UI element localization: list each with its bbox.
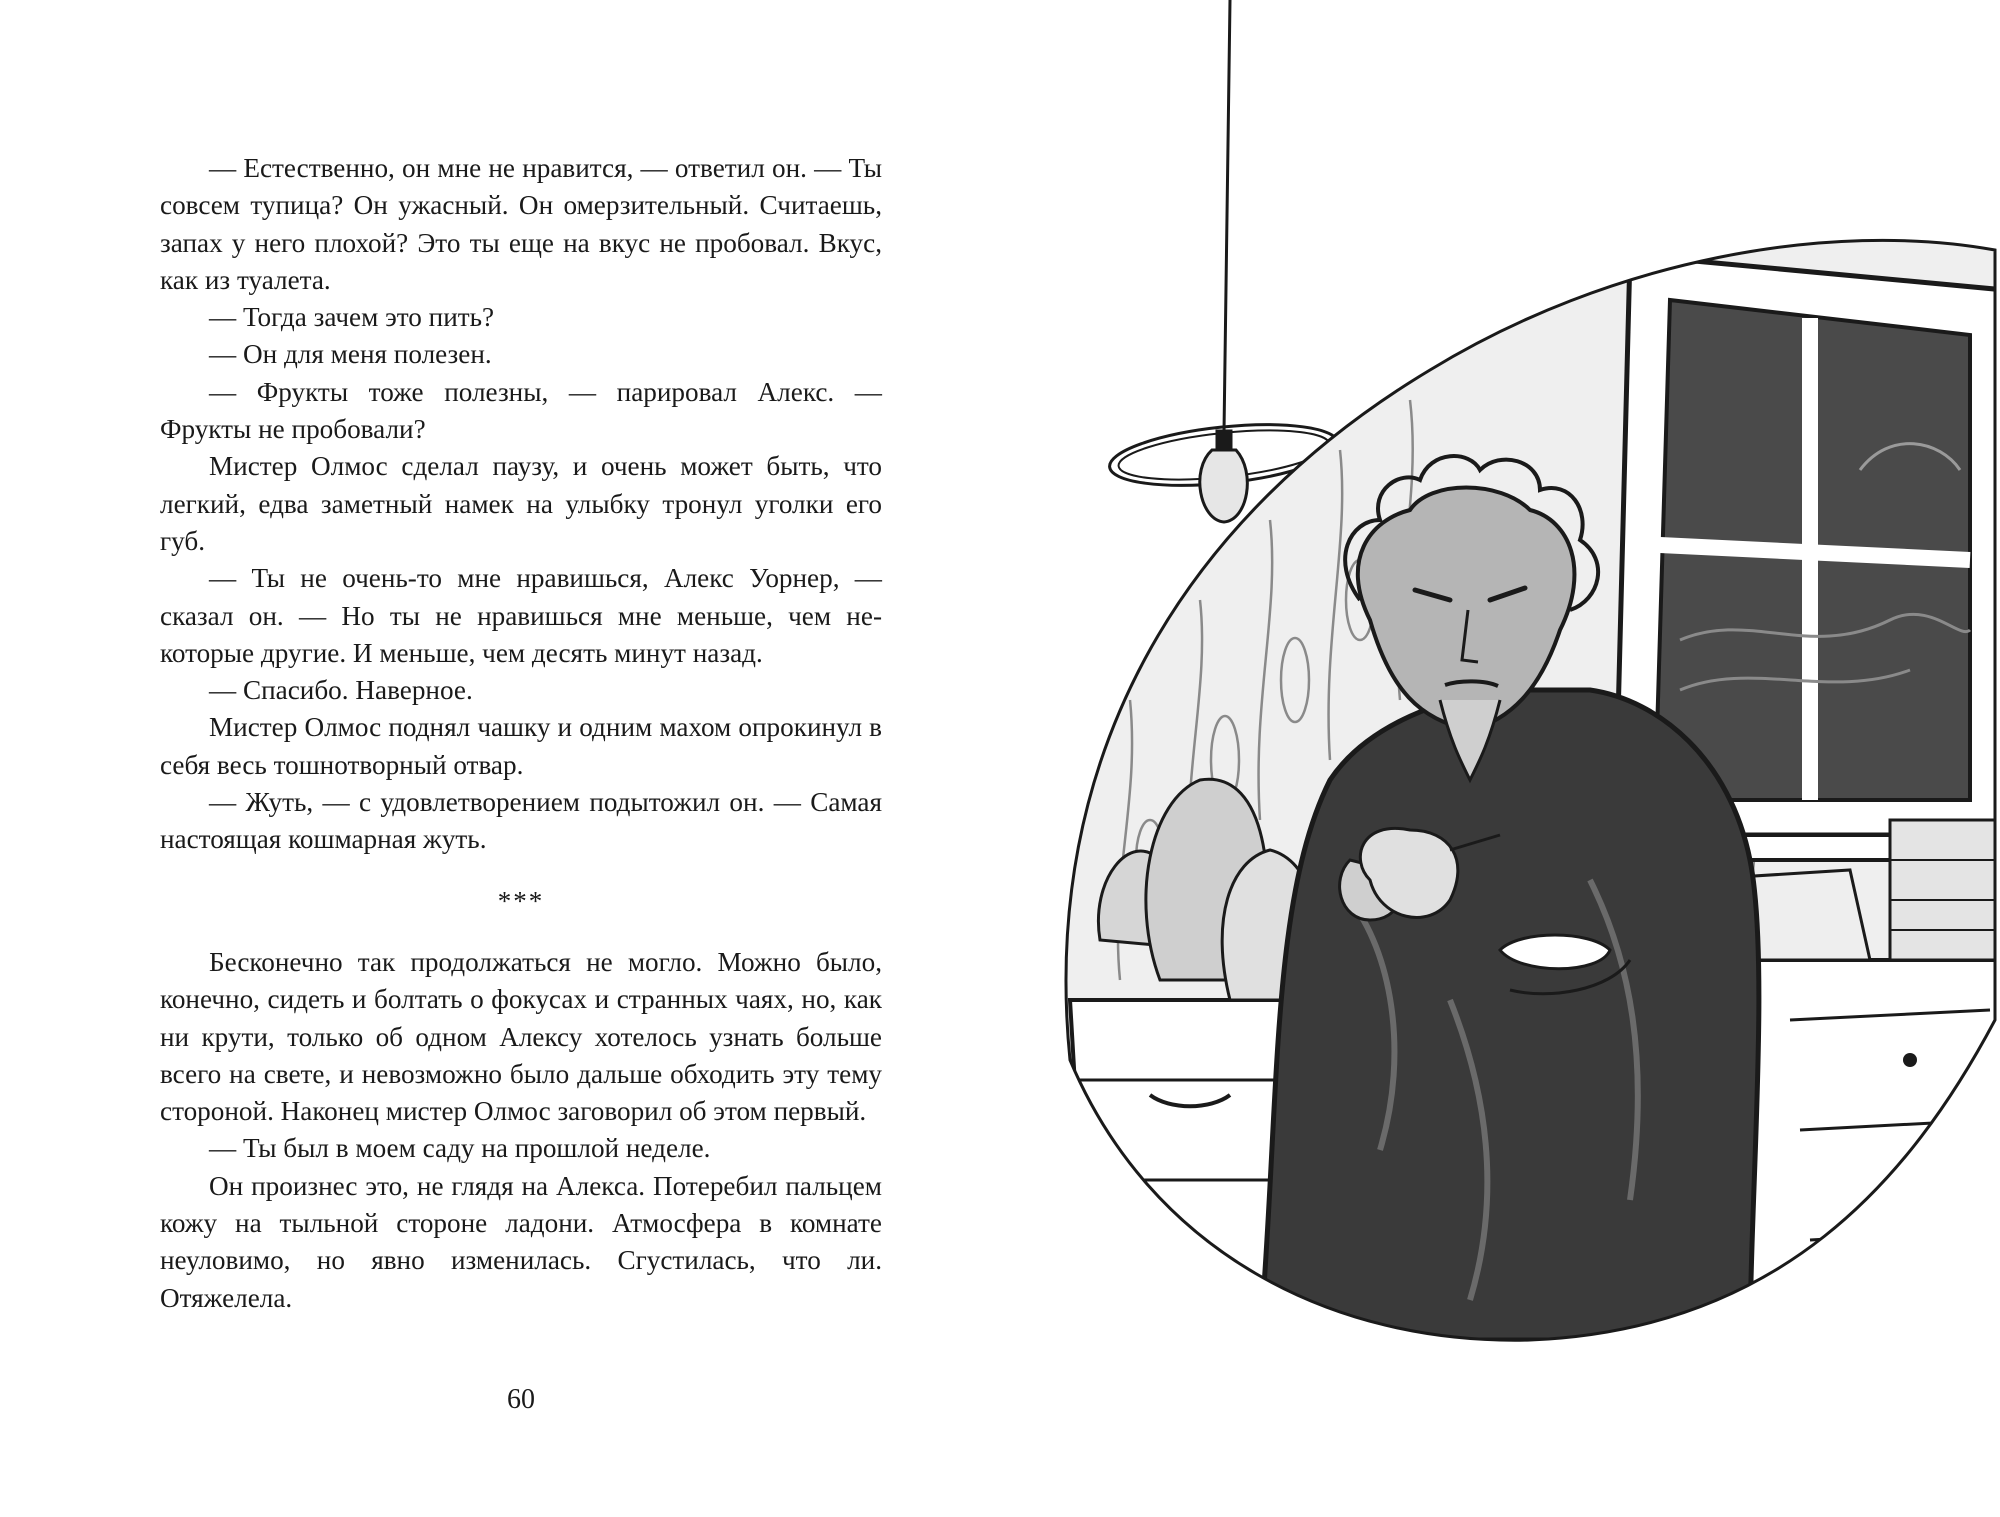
section-separator: *** <box>497 885 545 916</box>
paragraph: Мистер Олмос поднял чашку и одним махом опрокинул в себя весь тошнотворный отвар. <box>160 712 882 780</box>
light-bulb <box>1107 0 1342 522</box>
text-page <box>160 150 882 1317</box>
paragraph: — Ты был в моем саду на прошлой неделе. <box>209 1133 711 1164</box>
paragraph: — Ты не очень-то мне нравишься, Алекс Уорнер, — сказал он. — Но ты не нравишься мне меньше, чем некоторые другие. И меньше, чем десять минут назад. <box>160 563 882 668</box>
paragraph: — Жуть, — с удовлетворением подытожил он. — Самая настоящая кошмарная жуть. <box>160 787 882 855</box>
paragraph: Он произнес это, не глядя на Алекса. Потеребил пальцем кожу на тыльной стороне ладони. Атмосфера в комнате неуловимо, но явно изменилась. Сгустилась, что ли. Отяжелела. <box>160 1170 882 1313</box>
paragraph: Бесконечно так продолжаться не могло. Можно было, конечно, сидеть и болтать о фокусах и странных чаях, но, как ни крути, только об одном Алексу хотелось узнать больше всего на свете, и невозможно было дальше обходить эту тему стороной. Наконец мистер Олмос заговорил об этом первый. <box>160 946 882 1127</box>
paragraph: — Тогда зачем это пить? <box>209 302 495 333</box>
paragraph: — Он для меня полезен. <box>209 339 492 370</box>
paragraph: — Спасибо. Наверное. <box>209 675 473 706</box>
paragraph: Мистер Олмос сделал паузу, и очень может быть, что легкий, едва заметный намек на улыбку тронул уголки его губ. <box>160 451 882 556</box>
paragraph: — Естественно, он мне не нравится, — ответил он. — Ты совсем тупица? Он ужасный. Он омерзительный. Считаешь, запах у него плохой? Это ты еще на вкус не пробовал. Вкус, как из туалета. <box>160 153 882 295</box>
illustration <box>1030 0 2000 1360</box>
paragraph: — Фрукты тоже полезны, — парировал Алекс. — Фрукты не пробовали? <box>160 376 882 445</box>
page-number: 60 <box>507 1384 535 1415</box>
